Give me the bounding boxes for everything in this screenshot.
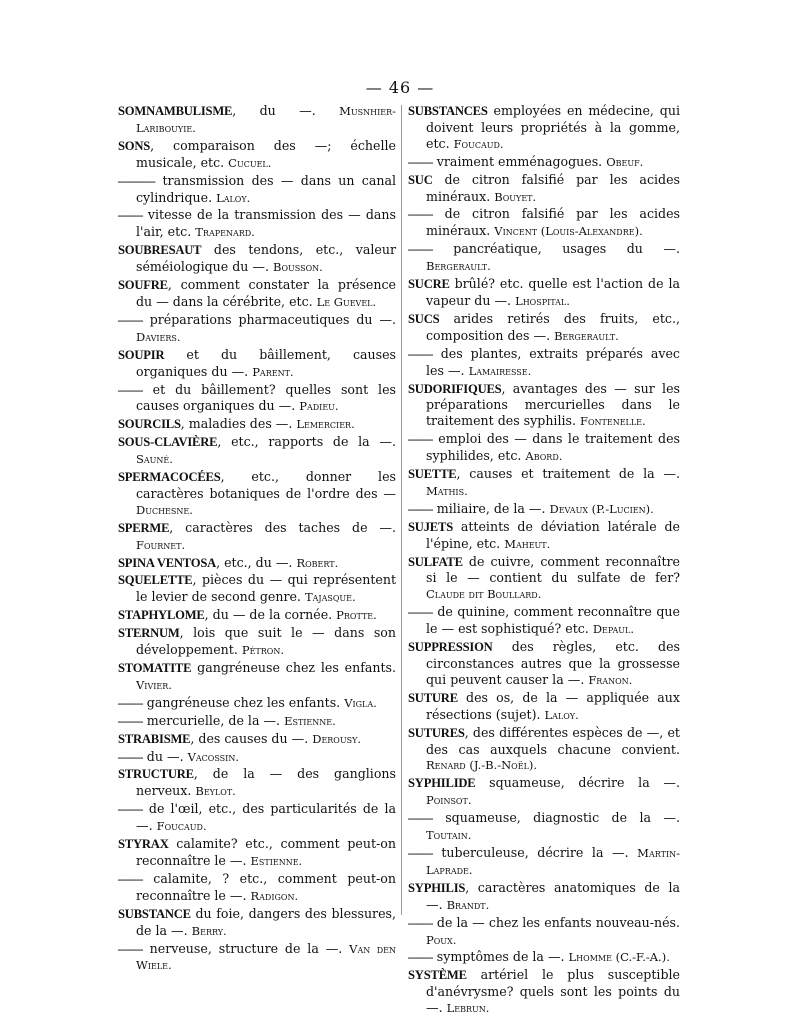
- entry-description: miliaire, de la —.: [432, 500, 550, 516]
- entry-headword: ——: [408, 950, 433, 965]
- entry-headword: ——: [408, 811, 433, 826]
- entry-description: tuberculeuse, décrire la —.: [432, 844, 638, 860]
- entry-description: de la — chez les enfants nouveau-nés.: [432, 914, 680, 930]
- entry-author: Depaul.: [592, 622, 635, 637]
- index-entry: [408, 206, 680, 240]
- entry-headword: SUPPRESSION: [408, 640, 493, 655]
- entry-author: Radigon.: [250, 888, 299, 903]
- entry-description: des plantes, extraits préparés avec les —.: [426, 345, 680, 378]
- entry-author: Fournet.: [136, 537, 186, 552]
- index-entry: [118, 801, 396, 835]
- entry-headword: SYPHILIS: [408, 880, 466, 895]
- entry-headword: ——: [118, 871, 143, 886]
- entry-author: Foucaud.: [156, 819, 207, 834]
- index-entry: [408, 501, 680, 518]
- entry-description: et du bâillement? quelles sont les causes organiques du —.: [136, 381, 396, 414]
- entry-headword: ——: [118, 695, 143, 710]
- entry-description: , des causes du —.: [190, 730, 313, 746]
- entry-headword: ——: [408, 501, 433, 516]
- entry-author: Maheut.: [504, 536, 551, 551]
- entry-headword: SUTURES: [408, 725, 465, 740]
- entry-description: calamite, ? etc., comment peut-on reconnaître le —.: [136, 870, 396, 903]
- entry-description: de quinine, comment reconnaître que le — est sophistiqué? etc.: [426, 604, 680, 637]
- entry-description: vitesse de la transmission des — dans l'air, etc.: [136, 207, 396, 240]
- index-entry: [118, 173, 396, 207]
- entry-description: emploi des — dans le traitement des syphilides, etc.: [426, 431, 680, 464]
- entry-author: Trapenard.: [195, 225, 255, 240]
- index-entry: [408, 466, 680, 500]
- entry-description: de l'œil, etc., des particularités de la —.: [136, 801, 396, 834]
- entry-description: du —.: [142, 748, 188, 764]
- index-entry: [118, 749, 396, 766]
- entry-description: , de la — des ganglions nerveux.: [136, 766, 396, 799]
- index-entry: [118, 138, 396, 172]
- entry-author: Protte.: [336, 608, 377, 623]
- entry-author: Claude dit Boullard.: [426, 587, 542, 602]
- index-entry: [118, 207, 396, 241]
- entry-author: Estienne.: [284, 713, 336, 728]
- index-entry: [118, 312, 396, 346]
- entry-description: préparations pharmaceutiques du —.: [142, 311, 396, 327]
- entry-description: nerveuse, structure de la —.: [142, 940, 350, 956]
- index-entry: [118, 625, 396, 659]
- entry-author: Lemercier.: [296, 417, 355, 432]
- entry-headword: SUC: [408, 172, 433, 187]
- index-entry: [408, 431, 680, 465]
- entry-headword: SOUBRESAUT: [118, 243, 202, 258]
- entry-headword: ——: [118, 713, 143, 728]
- entry-author: Vivier.: [136, 677, 172, 692]
- entry-description: employées en médecine, qui doivent leurs propriétés à la gomme, etc.: [426, 103, 680, 151]
- entry-description: mercurielle, de la —.: [142, 712, 285, 728]
- index-entry: [408, 880, 680, 914]
- index-entry: [408, 103, 680, 153]
- index-entry: [408, 381, 680, 431]
- index-entry: [118, 572, 396, 606]
- entry-headword: ——: [408, 207, 433, 222]
- entry-description: , comparaison des —; échelle musicale, etc.: [136, 137, 396, 170]
- entry-author: Pétron.: [241, 643, 284, 658]
- entry-author: Fontenelle.: [580, 414, 646, 429]
- index-entry: [118, 555, 396, 572]
- entry-description: , etc., donner les caractères botaniques de l'ordre des —: [136, 469, 396, 501]
- index-entry: [118, 347, 396, 381]
- index-entry: [118, 836, 396, 870]
- index-entry: [408, 346, 680, 380]
- entry-headword: ——: [408, 242, 433, 257]
- index-entry: [118, 416, 396, 433]
- index-entry: [408, 554, 680, 604]
- entry-headword: SUDORIFIQUES: [408, 381, 502, 396]
- page-number: — 46 —: [365, 78, 435, 97]
- index-entry: [408, 276, 680, 310]
- index-entry: [408, 172, 680, 206]
- entry-headword: ——: [408, 915, 433, 930]
- entry-description: atteints de déviation latérale de l'épine, etc.: [426, 518, 680, 551]
- entry-description: , des différentes espèces de —, et des cas auxquels chacune convient.: [426, 724, 680, 757]
- right-column: [408, 103, 680, 1018]
- entry-description: calamite? etc., comment peut-on reconnaître le —.: [136, 836, 396, 868]
- entry-description: symptômes de la —.: [432, 949, 569, 965]
- index-entry: [118, 731, 396, 748]
- entry-author: Bergerault.: [426, 259, 491, 274]
- entry-author: Duchesne.: [136, 502, 193, 517]
- entry-author: Mathis.: [426, 483, 468, 498]
- entry-description: de citron falsifié par les acides minéraux.: [426, 171, 680, 204]
- column-divider: [401, 105, 402, 915]
- entry-headword: STRUCTURE: [118, 767, 194, 782]
- entry-author: Poinsot.: [426, 793, 472, 808]
- entry-headword: ——: [408, 845, 433, 860]
- entry-author: Lhospital.: [515, 293, 570, 308]
- index-entry: [118, 766, 396, 800]
- entry-headword: SUBSTANCE: [118, 906, 191, 921]
- entry-description: vraiment emménagogues.: [432, 153, 607, 169]
- entry-headword: SUJETS: [408, 519, 453, 534]
- index-entry: [408, 845, 680, 879]
- entry-description: de citron falsifié par les acides minéraux.: [426, 206, 680, 239]
- entry-author: Martin-Laprade.: [426, 845, 680, 877]
- index-entry: [118, 520, 396, 554]
- entry-description: artériel le plus susceptible d'anévrysme? quels sont les points du —.: [426, 967, 680, 1016]
- entry-headword: ——: [118, 312, 143, 327]
- entry-headword: ——: [118, 941, 143, 956]
- entry-author: Van den Wiele.: [136, 941, 397, 973]
- entry-headword: STYRAX: [118, 837, 169, 852]
- entry-author: Bousson.: [273, 260, 323, 275]
- index-entry: [408, 154, 680, 171]
- index-entry: [118, 242, 396, 276]
- entry-description: du foie, dangers des blessures, de la —.: [136, 905, 396, 938]
- entry-author: Parent.: [252, 364, 294, 379]
- entry-description: , causes et traitement de la —.: [456, 466, 680, 482]
- entry-author: Daviers.: [136, 329, 181, 344]
- index-entry: [118, 695, 396, 712]
- entry-author: Tajasque.: [304, 590, 356, 605]
- entry-author: Franon.: [588, 672, 633, 687]
- index-entry: [118, 103, 396, 137]
- index-entry: [118, 382, 396, 416]
- entry-headword: SOUPIR: [118, 347, 165, 362]
- entry-author: Lamairesse.: [468, 363, 532, 378]
- index-entry: [118, 469, 396, 519]
- entry-description: des règles, etc. des circonstances autres que la grossesse qui peuvent causer la —.: [426, 639, 680, 687]
- entry-headword: ———: [118, 173, 156, 188]
- entry-headword: SOURCILS: [118, 417, 181, 432]
- entry-description: , avantages des — sur les préparations mercurielles dans le traitement des syphilis.: [426, 380, 680, 429]
- entry-headword: SONS: [118, 138, 151, 153]
- entry-headword: ——: [408, 432, 433, 447]
- entry-headword: SOUS-CLAVIÈRE: [118, 435, 218, 450]
- entry-author: Beylot.: [195, 784, 236, 799]
- index-entry: [118, 277, 396, 311]
- entry-author: Robert.: [296, 555, 339, 570]
- entry-description: des os, de la — appliquée aux résections (sujet).: [426, 689, 680, 722]
- index-entry: [118, 660, 396, 694]
- entry-author: Toutain.: [426, 828, 472, 843]
- index-entry: [408, 690, 680, 724]
- entry-description: pancréatique, usages du —.: [432, 241, 680, 257]
- entry-headword: ——: [408, 154, 433, 169]
- entry-headword: ——: [118, 382, 143, 397]
- index-entry: [408, 810, 680, 844]
- entry-description: et du bâillement, causes organiques du —.: [136, 346, 396, 379]
- index-entry: [408, 604, 680, 638]
- index-entry: [408, 949, 680, 966]
- index-entry: [408, 725, 680, 775]
- entry-description: , du — de la cornée.: [204, 607, 337, 623]
- index-entry: [408, 311, 680, 345]
- entry-headword: ——: [118, 802, 143, 817]
- entry-headword: SPINA VENTOSA: [118, 555, 217, 570]
- entry-description: , etc., rapports de la —.: [217, 434, 396, 450]
- entry-description: gangréneuse chez les enfants.: [191, 660, 396, 675]
- entry-description: squameuse, diagnostic de la —.: [432, 810, 680, 826]
- entry-author: Vincent (Louis-Alexandre).: [494, 224, 643, 239]
- index-entry: [408, 519, 680, 553]
- index-entry: [408, 639, 680, 689]
- entry-headword: SUCRE: [408, 277, 450, 292]
- entry-description: , comment constater la présence du — dans la cérébrite, etc.: [136, 277, 396, 309]
- entry-author: Laloy.: [216, 190, 251, 205]
- entry-author: Lhomme (C.-F.-A.).: [568, 950, 670, 965]
- entry-headword: SUETTE: [408, 467, 457, 482]
- entry-author: Vigla.: [344, 695, 377, 710]
- entry-headword: SUCS: [408, 311, 440, 326]
- entry-description: des tendons, etc., valeur séméiologique du —.: [136, 242, 396, 275]
- index-entry: [118, 713, 396, 730]
- entry-author: Bouyet.: [494, 189, 537, 204]
- entry-headword: SULFATE: [408, 554, 463, 569]
- entry-description: brûlé? etc. quelle est l'action de la vapeur du —.: [426, 276, 680, 308]
- entry-author: Padieu.: [299, 399, 339, 414]
- entry-headword: STAPHYLOME: [118, 608, 205, 623]
- entry-description: gangréneuse chez les enfants.: [142, 694, 345, 710]
- entry-description: de cuivre, comment reconnaître si le — contient du sulfate de fer?: [426, 553, 680, 586]
- entry-description: , du —.: [232, 103, 340, 118]
- index-entry: [408, 915, 680, 949]
- entry-author: Sauné.: [136, 452, 173, 467]
- index-entry: [408, 241, 680, 275]
- entry-description: , lois que suit le — dans son développement.: [136, 625, 396, 658]
- entry-headword: SYPHILIDE: [408, 776, 476, 791]
- entry-author: Estienne.: [250, 853, 303, 868]
- entry-description: , caractères des taches de —.: [169, 519, 396, 535]
- entry-author: Cucuel.: [228, 155, 272, 170]
- index-entry: [118, 941, 396, 975]
- index-entry: [408, 775, 680, 809]
- entry-author: Brandt.: [446, 897, 490, 912]
- entry-headword: STERNUM: [118, 626, 180, 641]
- entry-headword: SOUFRE: [118, 278, 168, 293]
- entry-headword: ——: [408, 605, 433, 620]
- entry-headword: ——: [408, 346, 433, 361]
- entry-description: squameuse, décrire la —.: [475, 775, 680, 791]
- entry-author: Devaux (P.-Lucien).: [549, 501, 654, 516]
- entry-author: Poux.: [426, 932, 457, 947]
- entry-headword: SPERMACOCÉES: [118, 470, 221, 485]
- entry-author: Laloy.: [544, 707, 579, 722]
- entry-author: Berry.: [191, 923, 227, 938]
- entry-description: , pièces du — qui représentent le levier de second genre.: [136, 572, 396, 605]
- index-entry: [118, 871, 396, 905]
- entry-description: arides retirés des fruits, etc., composition des —.: [426, 310, 680, 343]
- entry-headword: SPERME: [118, 520, 170, 535]
- entry-author: Vacossin.: [187, 749, 239, 764]
- entry-headword: SQUELETTE: [118, 573, 193, 588]
- entry-author: Bergerault.: [554, 328, 619, 343]
- entry-description: transmission des — dans un canal cylindrique.: [136, 172, 396, 205]
- entry-headword: ——: [118, 749, 143, 764]
- entry-author: Renard (J.-B.-Noël).: [426, 758, 538, 773]
- index-entry: [118, 906, 396, 940]
- index-entry: [408, 967, 680, 1017]
- left-column: [118, 103, 396, 975]
- entry-author: Le Guevel.: [316, 294, 377, 309]
- entry-headword: SYSTÈME: [408, 968, 467, 983]
- entry-description: , etc., du —.: [216, 554, 297, 570]
- entry-description: , maladies des —.: [180, 416, 297, 432]
- index-entry: [118, 434, 396, 468]
- entry-headword: SOMNAMBULISME: [118, 104, 233, 118]
- entry-headword: STRABISME: [118, 731, 191, 746]
- entry-author: Musnhier-Laribouyie.: [136, 104, 396, 135]
- entry-headword: STOMATITE: [118, 661, 192, 675]
- entry-headword: SUTURE: [408, 690, 458, 705]
- entry-headword: ——: [118, 208, 143, 223]
- entry-author: Derousy.: [312, 731, 362, 746]
- entry-author: Abord.: [525, 449, 563, 464]
- entry-author: Obeuf.: [606, 154, 644, 169]
- entry-author: Foucaud.: [453, 136, 504, 151]
- entry-author: Lebrun.: [446, 1001, 490, 1016]
- index-entry: [118, 607, 396, 624]
- entry-description: , caractères anatomiques de la —.: [426, 879, 680, 912]
- entry-headword: SUBSTANCES: [408, 104, 488, 118]
